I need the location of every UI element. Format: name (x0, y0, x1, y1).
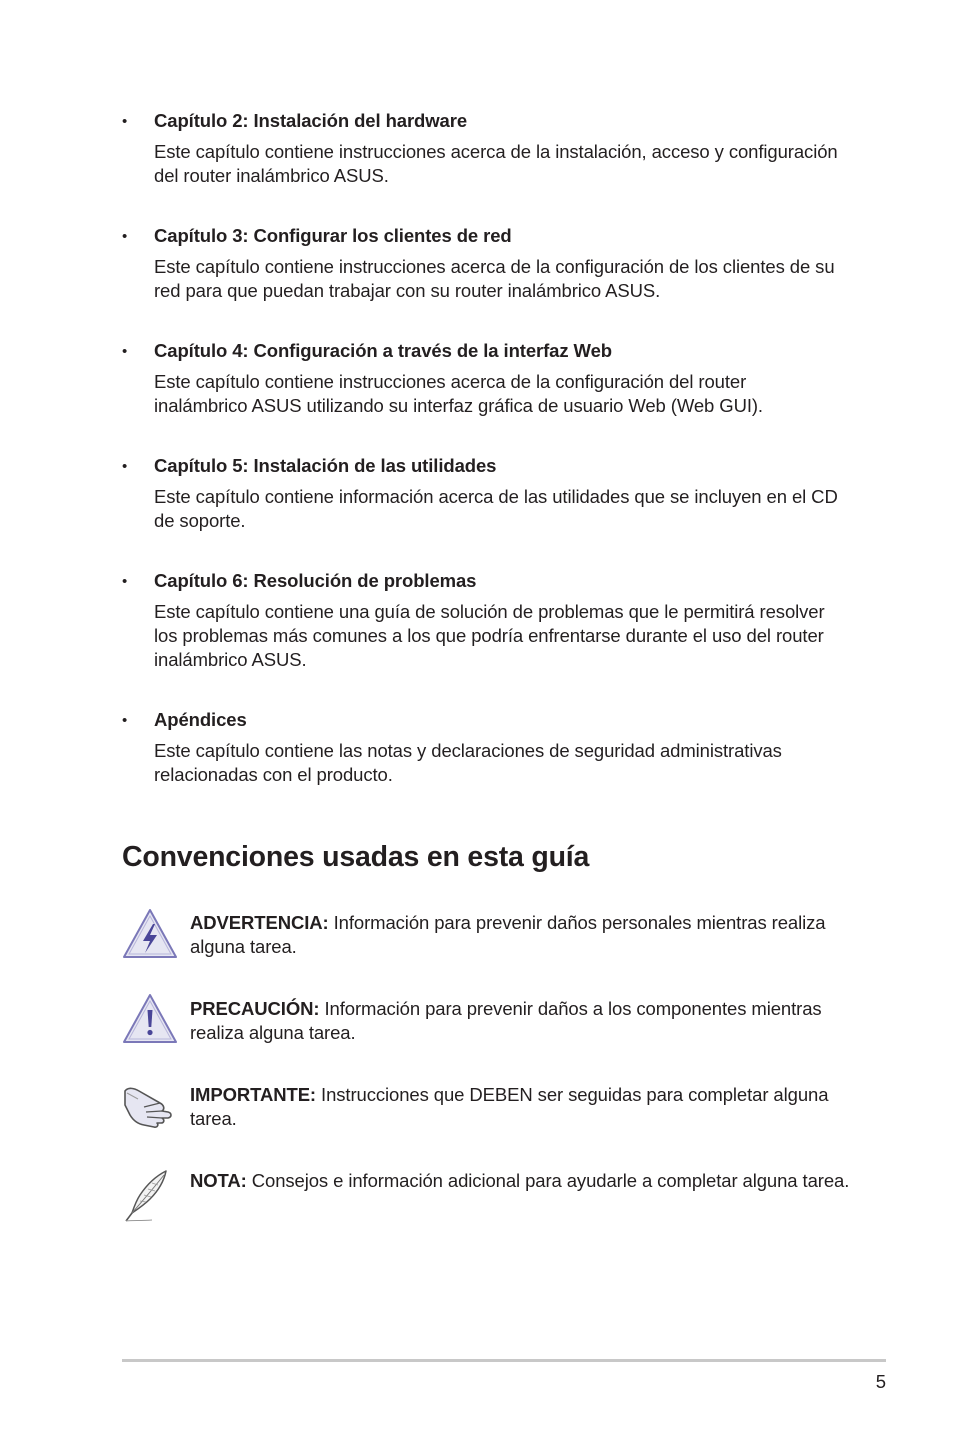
bullet: • (122, 113, 128, 130)
chapter-description: Este capítulo contiene instrucciones acerca de la instalación, acceso y configuración del router inalámbrico ASUS. (154, 141, 838, 186)
convention-text (190, 911, 850, 959)
convention-text (190, 1083, 850, 1131)
chapter-description: Este capítulo contiene información acerca de las utilidades que se incluyen en el CD de soporte. (154, 486, 838, 531)
bullet: • (122, 573, 128, 590)
chapter-title: Apéndices (154, 709, 247, 730)
chapter-title: Capítulo 5: Instalación de las utilidades (154, 455, 497, 476)
bullet: • (122, 343, 128, 360)
chapter-item (0, 454, 954, 533)
bullet: • (122, 712, 128, 729)
convention-description: Consejos e información adicional para ayudarle a completar alguna tarea. (251, 1170, 850, 1191)
chapter-description: Este capítulo contiene las notas y declaraciones de seguridad administrativas relacionadas con el producto. (154, 740, 782, 785)
chapter-title: Capítulo 4: Configuración a través de la interfaz Web (154, 340, 612, 361)
convention-text (190, 997, 850, 1045)
chapter-item (0, 708, 954, 787)
convention-description: Información para prevenir daños personales mientras realiza alguna tarea. (190, 912, 826, 957)
section-heading: Convenciones usadas en esta guía (122, 841, 590, 873)
chapter-item (0, 109, 954, 188)
convention-label: NOTA: (190, 1170, 247, 1191)
chapter-list (0, 109, 954, 823)
convention-label: PRECAUCIÓN: (190, 998, 320, 1019)
page-number: 5 (875, 1371, 886, 1392)
convention-description: Información para prevenir daños a los componentes mientras realiza alguna tarea. (190, 998, 822, 1043)
chapter-item (0, 569, 954, 672)
chapter-description: Este capítulo contiene una guía de solución de problemas que le permitirá resolver los problemas más comunes a los que podría enfrentarse durante el uso del router inalámbrico ASUS. (154, 601, 825, 670)
chapter-item (0, 224, 954, 303)
convention-description: Instrucciones que DEBEN ser seguidas para completar alguna tarea. (190, 1084, 829, 1129)
warning-lightning-icon (122, 908, 178, 964)
bullet: • (122, 228, 128, 245)
convention-text (190, 1169, 850, 1193)
footer-divider (122, 1359, 886, 1362)
caution-exclamation-icon (122, 993, 178, 1049)
chapter-description: Este capítulo contiene instrucciones acerca de la configuración de los clientes de su red para que puedan trabajar con su router inalámbrico ASUS. (154, 256, 835, 301)
chapter-item (0, 339, 954, 418)
chapter-title: Capítulo 6: Resolución de problemas (154, 570, 477, 591)
convention-label: IMPORTANTE: (190, 1084, 316, 1105)
note-quill-icon (122, 1169, 178, 1225)
chapter-description: Este capítulo contiene instrucciones acerca de la configuración del router inalámbrico ASUS utilizando su interfaz gráfica de usuario Web (Web GUI). (154, 371, 763, 416)
bullet: • (122, 458, 128, 475)
chapter-title: Capítulo 3: Configurar los clientes de red (154, 225, 512, 246)
chapter-title: Capítulo 2: Instalación del hardware (154, 110, 468, 131)
convention-label: ADVERTENCIA: (190, 912, 329, 933)
important-hand-icon (122, 1081, 178, 1137)
